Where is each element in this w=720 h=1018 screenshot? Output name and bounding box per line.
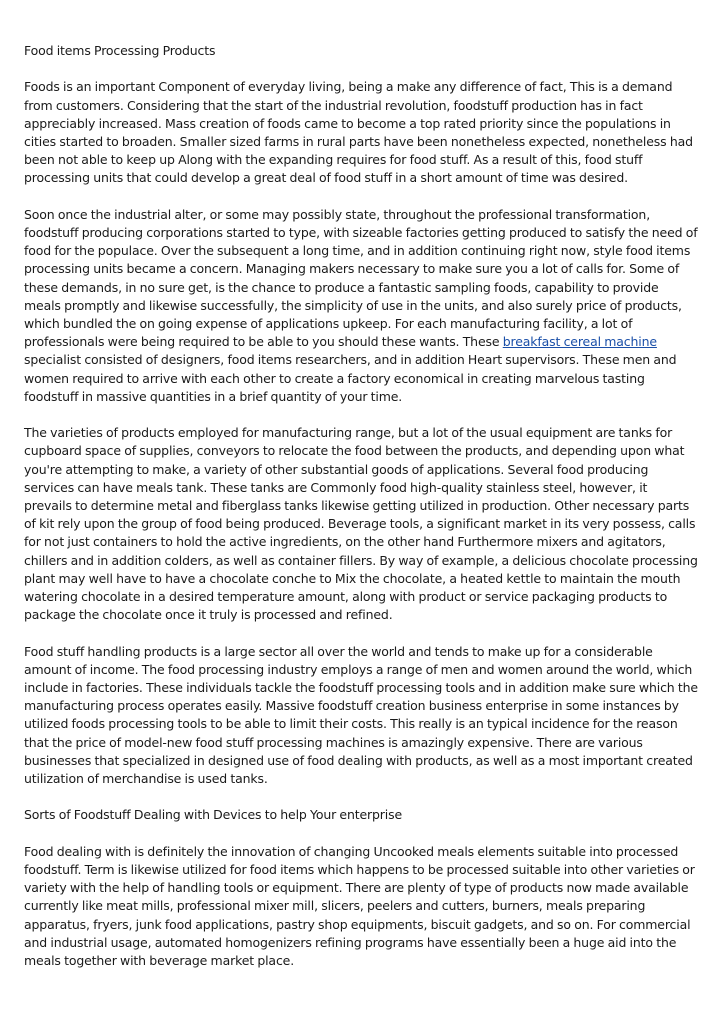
paragraph-1: Foods is an important Component of everyday living, being a make any difference of fact, This is a demand from customers. Considering that the start of the industrial revolution, foodstuff production has in fact appreciably increased. Mass creation of foods came to become a top rated priority since the populations in cities started to broaden. Smaller sized farms in rural parts have been nonetheless expected, nonetheless had been not able to keep up Along with the expanding requires for food stuff. As a result of this, food stuff processing units that could develop a great deal of food stuff in a short amount of time was desired.	[24, 79, 693, 186]
document-title: Food items Processing Products	[24, 43, 216, 58]
breakfast-cereal-machine-link[interactable]: breakfast cereal machine	[502, 334, 657, 350]
paragraph-5: Food dealing with is definitely the innovation of changing Uncooked meals elements suitable into processed foodstuff. Term is likewise utilized for food items which happens to be processed suitable into other varieties or variety with the help of handling tools or equipment. There are plenty of type of products now made available currently like meat mills, professional mixer mill, slicers, peelers and cutters, burners, meals preparing apparatus, fryers, junk food applications, pastry shop equipments, biscuit gadgets, and so on. For commercial and industrial usage, automated homogenizers refining programs have essentially been a huge aid into the meals together with beverage market place.	[24, 843, 695, 969]
section-subheading: Sorts of Foodstuff Dealing with Devices to help Your enterprise	[24, 807, 403, 823]
paragraph-2	[24, 206, 698, 406]
paragraph-4: Food stuff handling products is a large sector all over the world and tends to make up for a considerable amount of income. The food processing industry employs a range of men and women around the world, which include in factories. These individuals tackle the foodstuff processing tools and in addition make sure which the manufacturing process operates easily. Massive foodstuff creation business enterprise in some instances by utilized foods processing tools to be able to limit their costs. This really is an typical incidence for the reason that the price of model-new food stuff processing machines is amazingly expensive. There are various businesses that specialized in designed use of food dealing with products, as well as a most important created utilization of merchandise is used tanks.	[24, 643, 698, 787]
paragraph-2-text-after: specialist consisted of designers, food items researchers, and in addition Heart supervisors. These men and women required to arrive with each other to create a factory economical in creating marvelous tasting foodstuff in massive quantities in a brief quantity of your time.	[24, 352, 677, 404]
paragraph-3: The varieties of products employed for manufacturing range, but a lot of the usual equipment are tanks for cupboard space of supplies, conveyors to relocate the food between the products, and depending upon what you're attempting to make, a variety of other substantial goods of applications. Several food producing services can have meals tank. These tanks are Commonly food high-quality stainless steel, however, it prevails to determine metal and fiberglass tanks likewise getting utilized in production. Other necessary parts of kit rely upon the group of food being produced. Beverage tools, a significant market in its very possess, calls for not just containers to hold the active ingredients, on the other hand Furthermore mixers and agitators, chillers and in addition colders, as well as container fillers. By way of example, a delicious chocolate processing plant may well have to have a chocolate conche to Mix the chocolate, a heated kettle to maintain the mouth watering chocolate in a desired temperature amount, along with product or service packaging products to package the chocolate once it truly is processed and refined.	[24, 425, 698, 623]
paragraph-2-text-before: Soon once the industrial alter, or some may possibly state, throughout the professional transformation, foodstuff producing corporations started to type, with sizeable factories getting produced to satisfy the need of food for the populace. Over the subsequent a long time, and in addition continuing right now, style food items processing units became a concern. Managing makers necessary to make sure you a lot of calls for. Some of these demands, in no sure get, is the chance to produce a fantastic sampling foods, capability to provide meals promptly and likewise successfully, the simplicity of use in the units, and also surely price of products, which bundled the on going expense of applications upkeep. For each manufacturing facility, a lot of professionals were being required to be able to you should these wants. These	[24, 206, 698, 350]
document-page	[24, 42, 698, 988]
